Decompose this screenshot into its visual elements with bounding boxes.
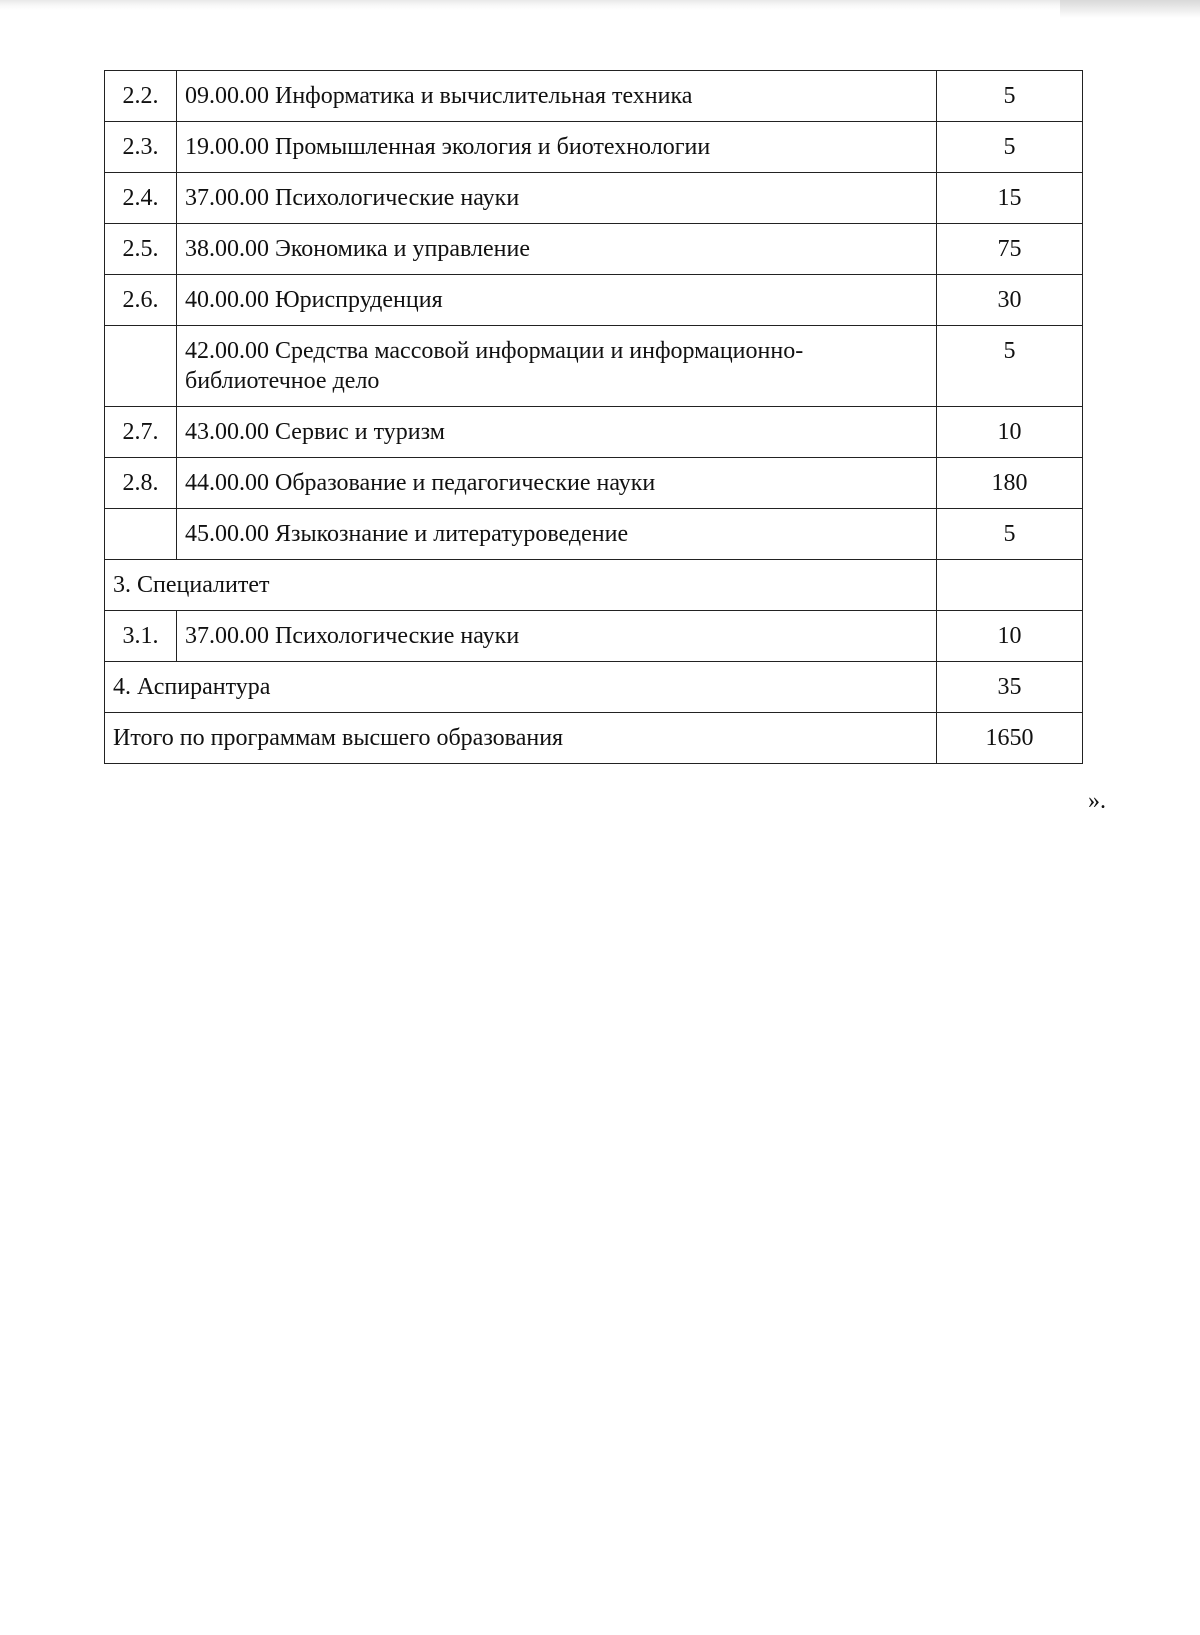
program-name: 40.00.00 Юриспруденция	[177, 275, 937, 326]
program-quantity: 5	[937, 122, 1083, 173]
program-name: 37.00.00 Психологические науки	[177, 173, 937, 224]
scan-top-right-shadow	[1060, 0, 1200, 18]
program-quantity: 5	[937, 509, 1083, 560]
programs-table	[104, 70, 1083, 764]
row-number: 2.6.	[105, 275, 177, 326]
program-quantity: 30	[937, 275, 1083, 326]
program-name: 44.00.00 Образование и педагогические науки	[177, 458, 937, 509]
row-number: 2.3.	[105, 122, 177, 173]
table-row	[105, 173, 1083, 224]
row-number: 2.7.	[105, 407, 177, 458]
row-number	[105, 509, 177, 560]
program-name: 45.00.00 Языкознание и литературоведение	[177, 509, 937, 560]
total-quantity: 1650	[937, 713, 1083, 764]
table-row	[105, 326, 1083, 407]
table-row	[105, 224, 1083, 275]
scan-top-edge	[0, 0, 1200, 10]
row-number	[105, 326, 177, 407]
program-quantity: 5	[937, 326, 1083, 407]
program-name: 43.00.00 Сервис и туризм	[177, 407, 937, 458]
total-label: Итого по программам высшего образования	[105, 713, 937, 764]
program-name: 19.00.00 Промышленная экология и биотехнологии	[177, 122, 937, 173]
section-row	[105, 560, 1083, 611]
program-quantity: 180	[937, 458, 1083, 509]
table-row	[105, 509, 1083, 560]
program-quantity: 10	[937, 611, 1083, 662]
row-number: 2.2.	[105, 71, 177, 122]
table-row	[105, 71, 1083, 122]
row-number: 2.4.	[105, 173, 177, 224]
closing-quote-mark: ».	[1088, 788, 1106, 814]
table-row	[105, 611, 1083, 662]
program-name: 37.00.00 Психологические науки	[177, 611, 937, 662]
section-quantity: 35	[937, 662, 1083, 713]
program-name: 38.00.00 Экономика и управление	[177, 224, 937, 275]
program-quantity: 10	[937, 407, 1083, 458]
table-row	[105, 275, 1083, 326]
row-number: 2.8.	[105, 458, 177, 509]
row-number: 3.1.	[105, 611, 177, 662]
table-row	[105, 122, 1083, 173]
row-number: 2.5.	[105, 224, 177, 275]
total-row	[105, 713, 1083, 764]
program-name: 09.00.00 Информатика и вычислительная техника	[177, 71, 937, 122]
section-row	[105, 662, 1083, 713]
section-quantity	[937, 560, 1083, 611]
program-quantity: 75	[937, 224, 1083, 275]
section-title: 3. Специалитет	[105, 560, 937, 611]
program-quantity: 15	[937, 173, 1083, 224]
table-row	[105, 407, 1083, 458]
section-title: 4. Аспирантура	[105, 662, 937, 713]
program-quantity: 5	[937, 71, 1083, 122]
program-name: 42.00.00 Средства массовой информации и информационно-библиотечное дело	[177, 326, 937, 407]
table-row	[105, 458, 1083, 509]
